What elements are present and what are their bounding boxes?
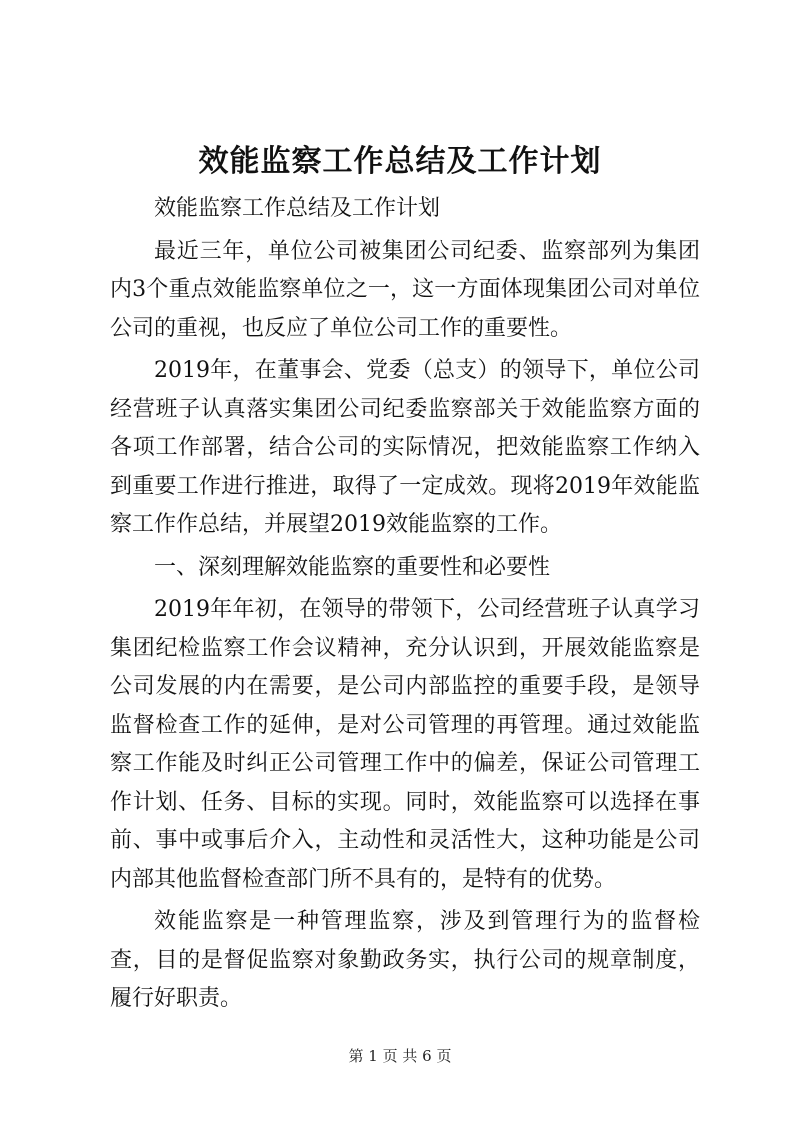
body-paragraph: 效能监察是一种管理监察，涉及到管理行为的监督检查，目的是督促监察对象勤政务实，执行公司的规章制度，履行好职责。 [110, 909, 700, 1011]
body-paragraph: 最近三年，单位公司被集团公司纪委、监察部列为集团内3个重点效能监察单位之一，这一方面体现集团公司对单位公司的重视，也反应了单位公司工作的重要性。 [110, 238, 700, 341]
section-heading: 一、深刻理解效能监察的重要性和必要性 [154, 554, 551, 580]
body-paragraph: 2019年年初，在领导的带领下，公司经营班子认真学习集团纪检监察工作会议精神，充分认识到，开展效能监察是公司发展的内在需要，是公司内部监控的重要手段，是领导监督检查工作的延伸，是对公司管理的再管理。通过效能监察工作能及时纠正公司管理工作中的偏差，保证公司管理工作计划、任务、目标的实现。同时，效能监察可以选择在事前、事中或事后介入，主动性和灵活性大，这种功能是公司内部其他监督检查部门所不具有的，是特有的优势。 [110, 597, 700, 892]
document-body [110, 190, 700, 1023]
page-footer: 第 1 页 共 6 页 [348, 1047, 452, 1065]
body-paragraph: 效能监察工作总结及工作计划 [154, 196, 441, 221]
body-paragraph: 2019年，在董事会、党委（总支）的领导下，单位公司经营班子认真落实集团公司纪委监察部关于效能监察方面的各项工作部署，结合公司的实际情况，把效能监察工作纳入到重要工作进行推进，取得了一定成效。现将2019年效能监察工作作总结，并展望2019效能监察的工作。 [110, 358, 700, 537]
document-title: 效能监察工作总结及工作计划 [198, 144, 602, 179]
